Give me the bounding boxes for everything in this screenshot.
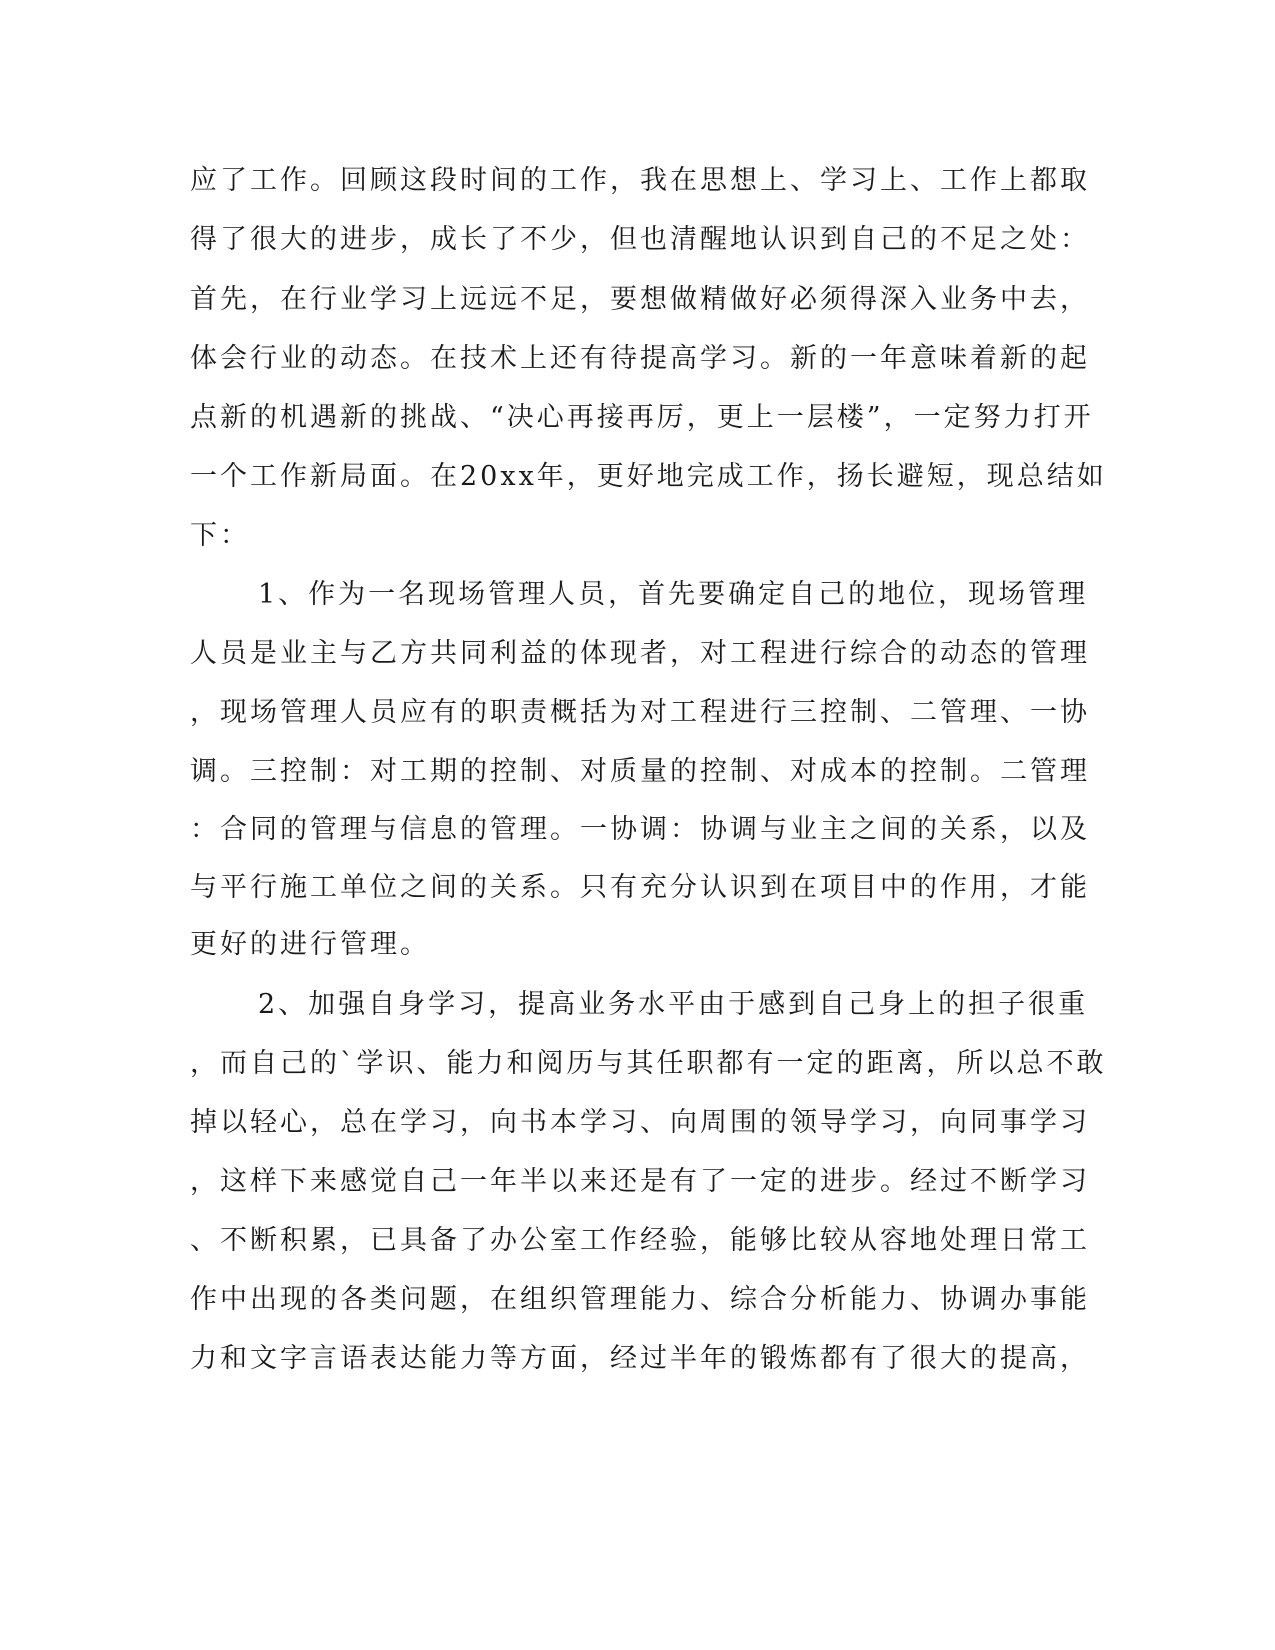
- text-line: ，现场管理人员应有的职责概括为对工程进行三控制、二管理、一协: [190, 697, 1090, 728]
- text-line: 首先，在行业学习上远远不足，要想做精做好必须得深入业务中去，: [190, 284, 1090, 315]
- text-line: 体会行业的动态。在技术上还有待提高学习。新的一年意味着新的起: [190, 343, 1090, 374]
- text-line: 更好的进行管理。: [190, 929, 430, 960]
- text-line: ，这样下来感觉自己一年半以来还是有了一定的进步。经过不断学习: [190, 1166, 1090, 1197]
- text-line: 作中出现的各类问题，在组织管理能力、综合分析能力、协调办事能: [190, 1284, 1090, 1315]
- text-line: 人员是业主与乙方共同利益的体现者，对工程进行综合的动态的管理: [190, 638, 1090, 669]
- text-line: 一个工作新局面。在20xx年，更好地完成工作，扬长避短，现总结如: [190, 461, 1107, 492]
- text-line: 、不断积累，已具备了办公室工作经验，能够比较从容地处理日常工: [190, 1225, 1090, 1256]
- text-line: 得了很大的进步，成长了不少，但也清醒地认识到自己的不足之处：: [190, 224, 1090, 255]
- text-line: 2、加强自身学习，提高业务水平由于感到自己身上的担子很重: [258, 989, 1089, 1020]
- text-line: 调。三控制：对工期的控制、对质量的控制、对成本的控制。二管理: [190, 756, 1090, 787]
- text-line: 与平行施工单位之间的关系。只有充分认识到在项目中的作用，才能: [190, 872, 1090, 903]
- text-line: 1、作为一名现场管理人员，首先要确定自己的地位，现场管理: [258, 579, 1089, 610]
- text-line: ：合同的管理与信息的管理。一协调：协调与业主之间的关系，以及: [190, 814, 1090, 845]
- text-line: 点新的机遇新的挑战、“决心再接再厉，更上一层楼”，一定努力打开: [190, 402, 1094, 433]
- text-line: 下：: [190, 520, 250, 551]
- text-line: ，而自己的`学识、能力和阅历与其任职都有一定的距离，所以总不敢: [190, 1048, 1107, 1079]
- text-line: 掉以轻心，总在学习，向书本学习、向周围的领导学习，向同事学习: [190, 1107, 1090, 1138]
- text-line: 应了工作。回顾这段时间的工作，我在思想上、学习上、工作上都取: [190, 165, 1090, 196]
- text-line: 力和文字言语表达能力等方面，经过半年的锻炼都有了很大的提高，: [190, 1343, 1090, 1374]
